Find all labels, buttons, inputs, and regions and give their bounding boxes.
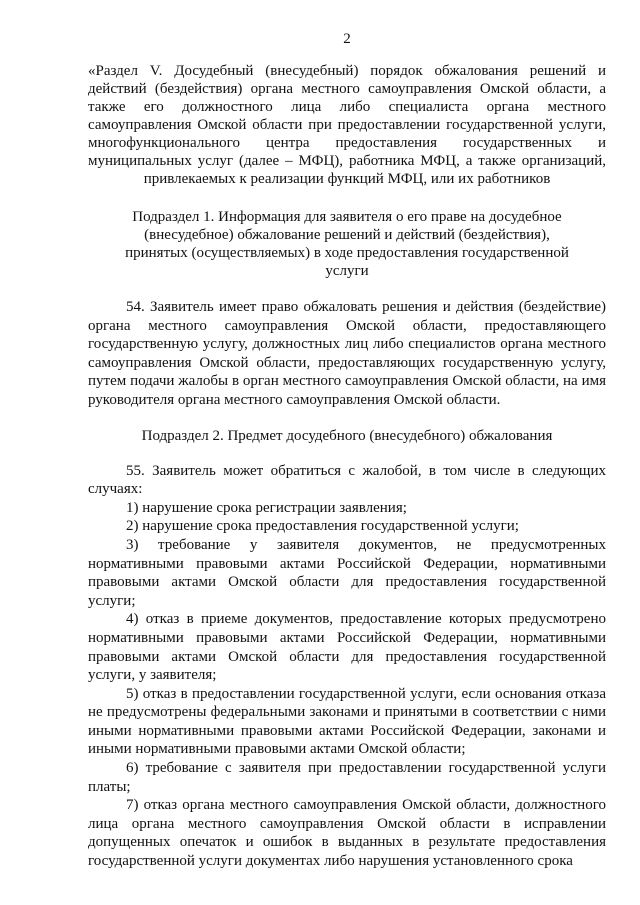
list-item: 6) требование с заявителя при предоставлении государственной услуги платы; <box>88 760 606 795</box>
list-item: 3) требование у заявителя документов, не предусмотренных нормативными правовыми актами Российской Федерации, нормативными правовыми актами Омской области для предоставления государственной услуги; <box>88 536 606 609</box>
page-number: 2 <box>343 31 351 47</box>
paragraph-54: 54. Заявитель имеет право обжаловать решения и действия (бездействие) органа местного самоуправления Омской области, предоставляющего государственную услугу, должностных лиц либо специалистов органа местного самоуправления Омской области, предоставляющих государственную услугу, путем подачи жалобы в орган местного самоуправления Омской области, на имя руководителя органа местного самоуправления Омской области. <box>88 299 606 408</box>
section-title: «Раздел V. Досудебный (внесудебный) порядок обжалования решений и действий (бездействия) органа местного самоуправления Омской области, а также его должностного лица либо специалиста органа местного самоуправления Омской области при предоставлении государственной услуги, многофункционального центра предоставления государственных и муниципальных услуг (далее – МФЦ), работника МФЦ, а также организаций, привлекаемых к реализации функций МФЦ, или их работников <box>88 63 606 187</box>
subsection-1-heading: Подраздел 1. Информация для заявителя о его праве на досудебное (внесудебное) обжалование решений и действий (бездействия), принятых (осуществляемых) в ходе предоставления государственной услуги <box>125 209 569 279</box>
paragraph-55: 55. Заявитель может обратиться с жалобой, в том числе в следующих случаях: <box>88 462 606 498</box>
list-item: 7) отказ органа местного самоуправления Омской области, должностного лица органа местного самоуправления Омской области в исправлении допущенных опечаток и ошибок в выданных в результате предоставления государственной услуги документах либо нарушения установленного срока <box>88 797 606 870</box>
document-page <box>88 30 606 871</box>
list-item: 1) нарушение срока регистрации заявления; <box>126 499 407 516</box>
subsection-2-heading: Подраздел 2. Предмет досудебного (внесудебного) обжалования <box>141 427 553 444</box>
list-item: 2) нарушение срока предоставления государственной услуги; <box>126 518 519 535</box>
list-item: 4) отказ в приеме документов, предоставление которых предусмотрено нормативными правовыми актами Российской Федерации, нормативными правовыми актами Омской области для предоставления государственной услуги, у заявителя; <box>88 611 606 684</box>
list-item: 5) отказ в предоставлении государственной услуги, если основания отказа не предусмотрены федеральными законами и принятыми в соответствии с ними иными нормативными правовыми актами Российской Федерации, законами и иными нормативными правовыми актами Омской области; <box>88 685 606 758</box>
